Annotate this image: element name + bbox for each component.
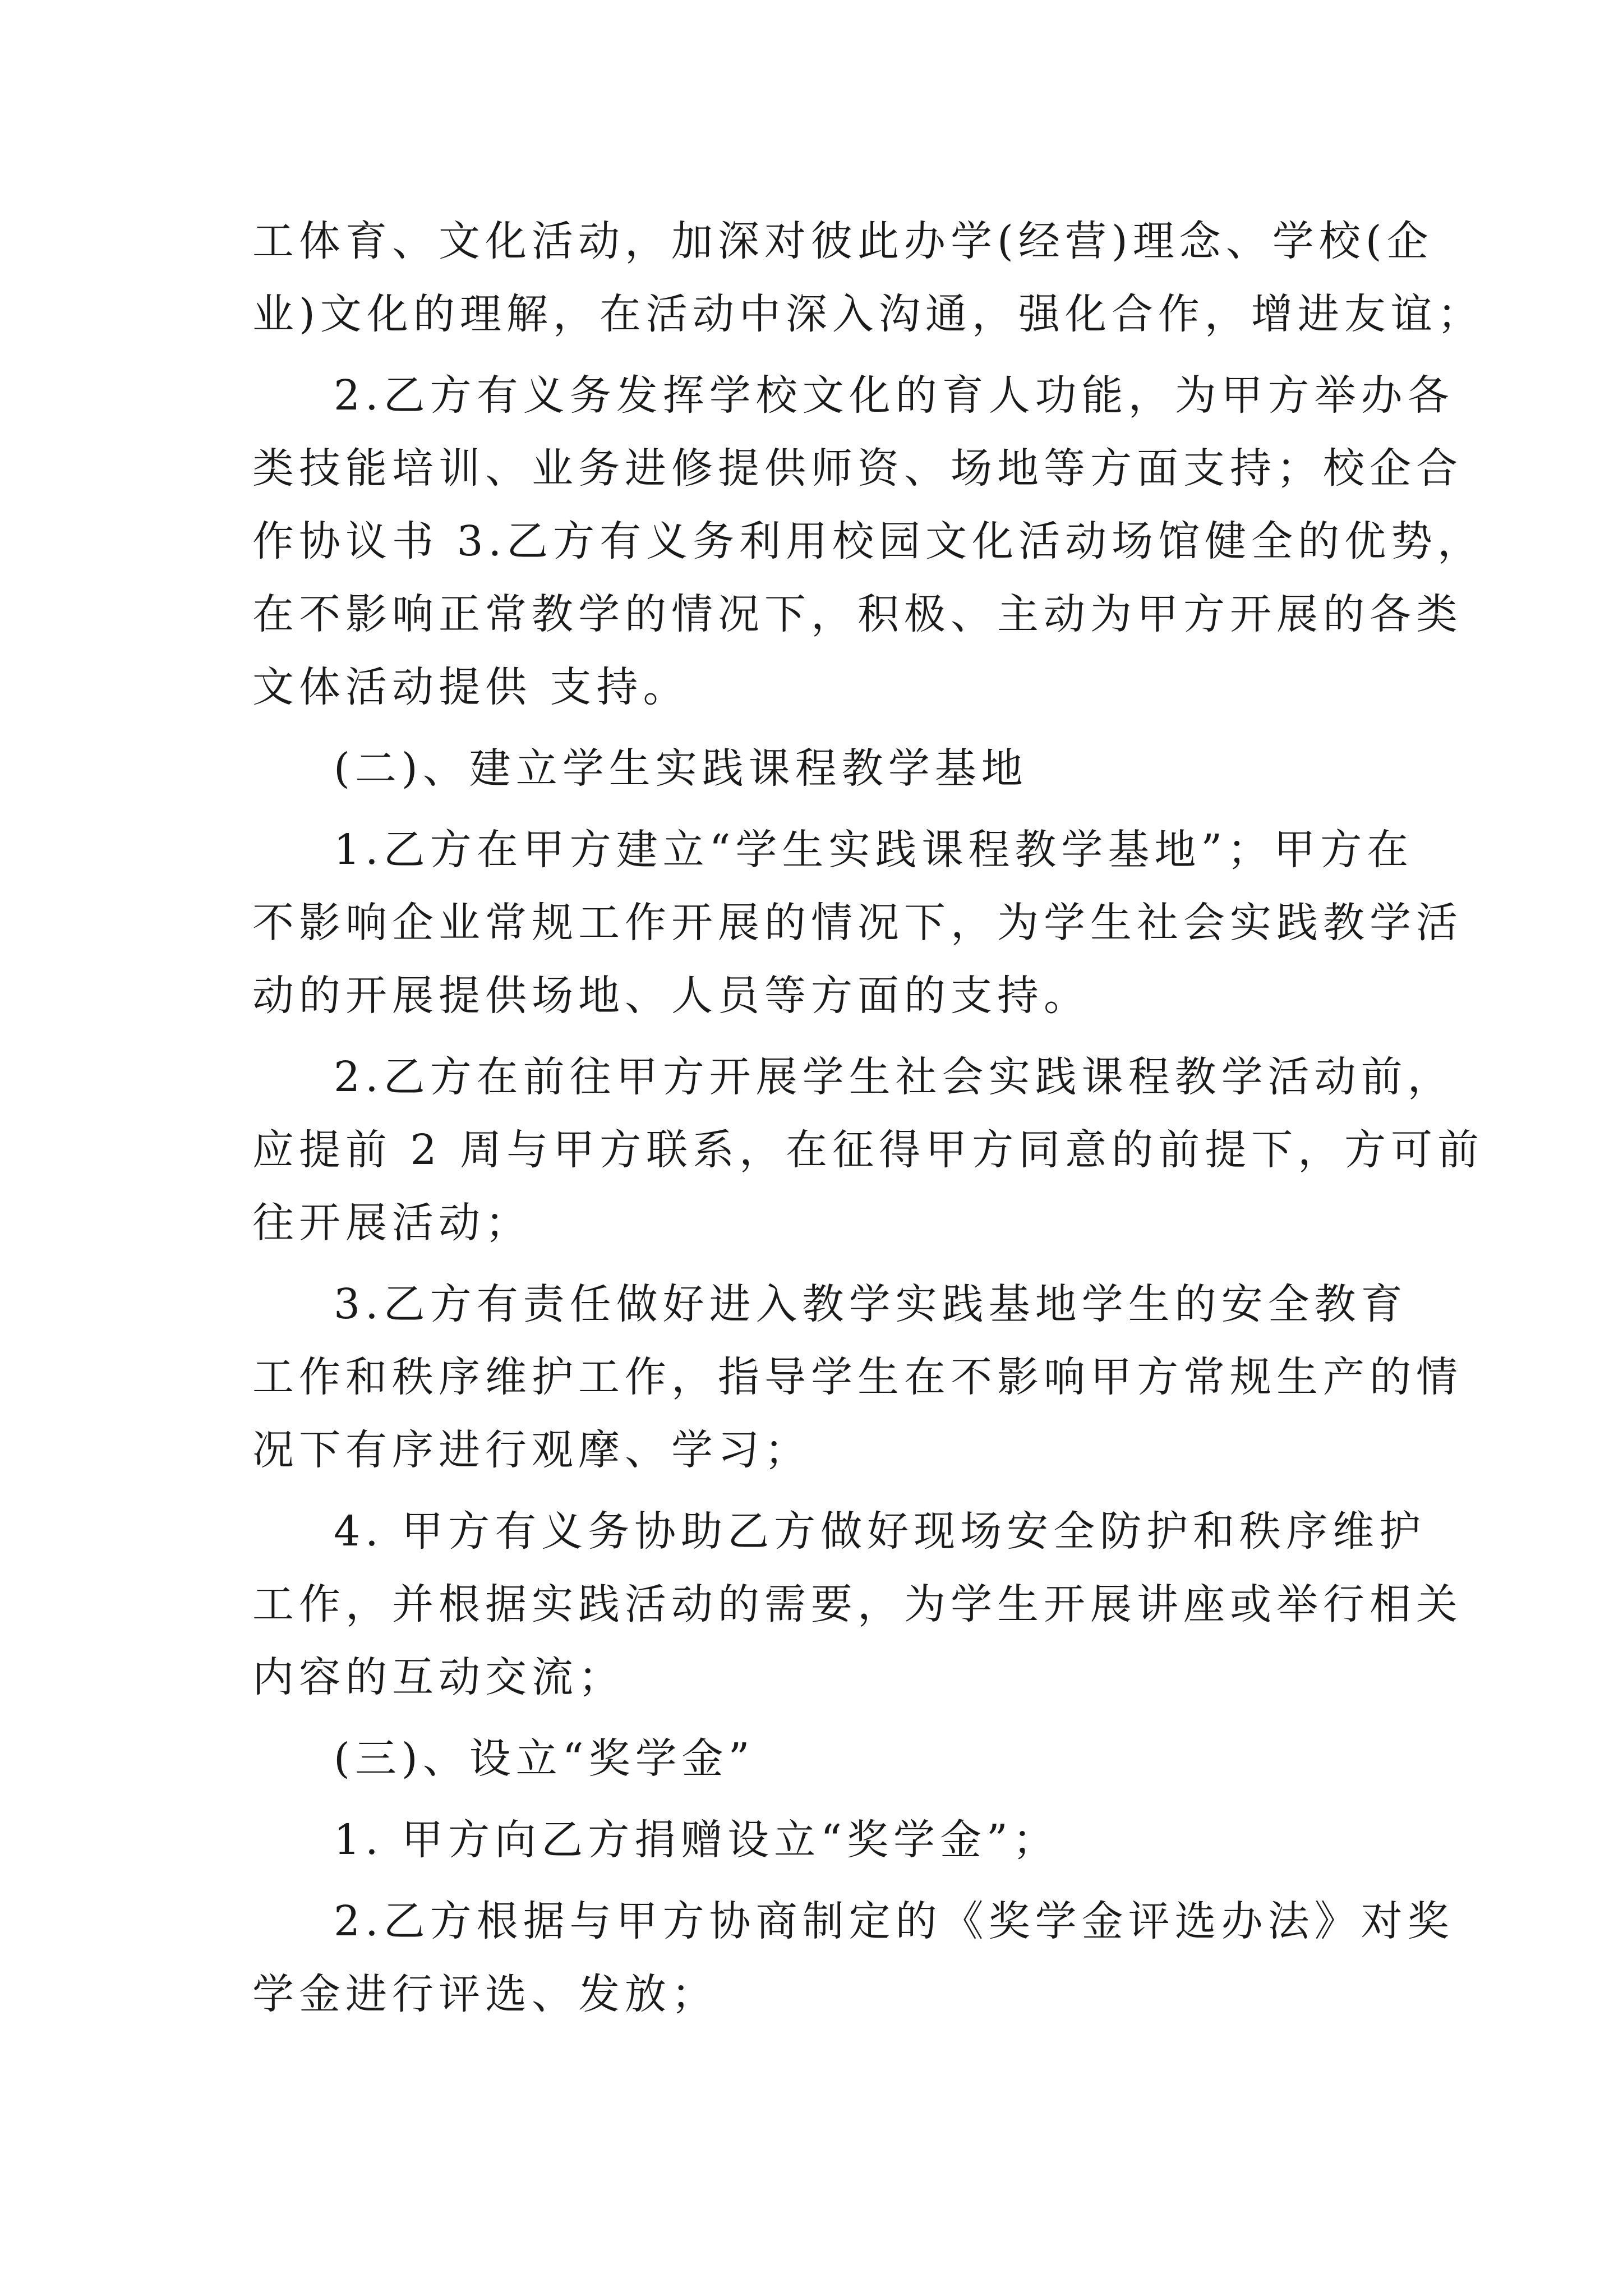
text-line: 学金进行评选、发放；: [252, 1970, 718, 2018]
text-line: 工作，并根据实践活动的需要，为学生开展讲座或举行相关: [252, 1580, 1463, 1628]
text-line: 内容的互动交流；: [252, 1653, 625, 1701]
text-line: 况下有序进行观摩、学习；: [252, 1426, 811, 1474]
text-line: 不影响企业常规工作开展的情况下，为学生社会实践教学活: [252, 899, 1463, 947]
paragraph-first-line: 4. 甲方有义务协助乙方做好现场安全防护和秩序维护: [334, 1507, 1426, 1556]
paragraph-first-line: 1. 甲方向乙方捐赠设立“奖学金”；: [334, 1816, 1059, 1864]
text-line: 动的开展提供场地、人员等方面的支持。: [252, 972, 1090, 1020]
text-line: 工作和秩序维护工作，指导学生在不影响甲方常规生产的情: [252, 1353, 1463, 1401]
text-line: 工体育、文化活动，加深对彼此办学(经营)理念、学校(企: [252, 217, 1433, 265]
text-line: 类技能培训、业务进修提供师资、场地等方面支持；校企合: [252, 444, 1463, 493]
text-line: 作协议书 3.乙方有义务利用校园文化活动场馆健全的优势，: [252, 517, 1484, 565]
text-line: 应提前 2 周与甲方联系，在征得甲方同意的前提下，方可前: [252, 1126, 1484, 1174]
paragraph-first-line: 1.乙方在甲方建立“学生实践课程教学基地”；甲方在: [334, 826, 1414, 874]
paragraph-first-line: 3.乙方有责任做好进入教学实践基地学生的安全教育: [334, 1280, 1408, 1328]
paragraph-first-line: 2.乙方有义务发挥学校文化的育人功能，为甲方举办各: [334, 371, 1454, 420]
paragraph-first-line: 2.乙方在前往甲方开展学生社会实践课程教学活动前，: [334, 1053, 1454, 1101]
text-line: 文体活动提供 支持。: [252, 663, 690, 711]
text-line: 业)文化的理解，在活动中深入沟通，强化合作，增进友谊；: [252, 290, 1484, 338]
section-heading: (二)、建立学生实践课程教学基地: [334, 744, 1028, 793]
paragraph-first-line: 2.乙方根据与甲方协商制定的《奖学金评选办法》对奖: [334, 1897, 1454, 1945]
section-heading: (三)、设立“奖学金”: [334, 1734, 755, 1783]
text-line: 往开展活动；: [252, 1199, 532, 1247]
text-line: 在不影响正常教学的情况下，积极、主动为甲方开展的各类: [252, 590, 1463, 638]
